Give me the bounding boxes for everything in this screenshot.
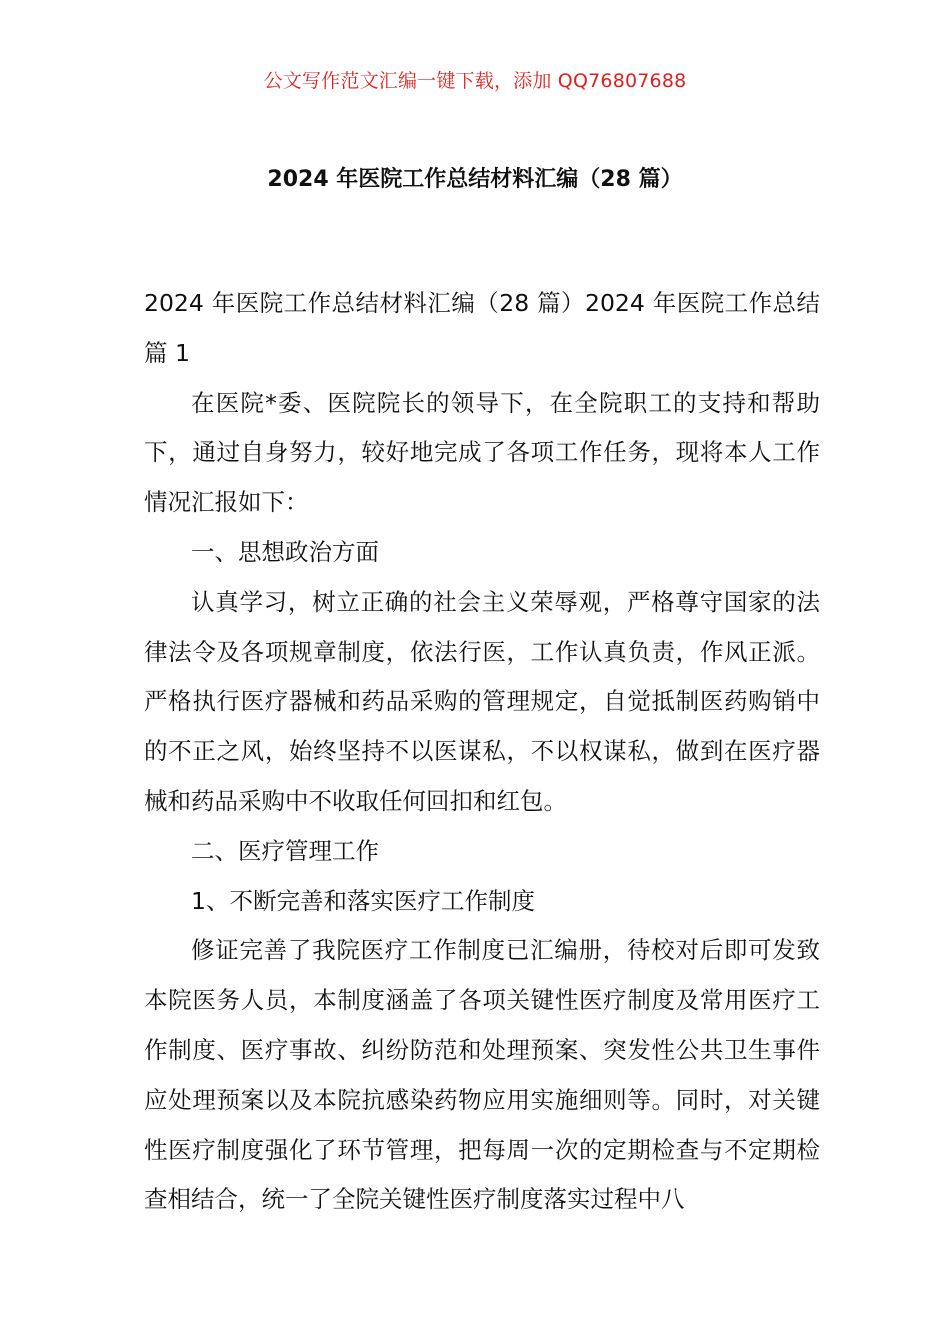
paragraph-medical-rules: 修证完善了我院医疗工作制度已汇编册，待校对后即可发致本院医务人员，本制度涵盖了各项关键性医疗制度及常用医疗工作制度、医疗事故、纠纷防范和处理预案、突发性公共卫生事件应处理预案以及本院抗感染药物应用实施细则等。同时，对关键性医疗制度强化了环节管理，把每周一次的定期检查与不定期检查相结合，统一了全院关键性医疗制度落实过程中八 [144, 936, 820, 1214]
section-heading-ideology: 一、思想政治方面 [191, 537, 379, 566]
subsection-heading-1: 1、不断完善和落实医疗工作制度 [191, 886, 535, 915]
paragraph-intro: 在医院*委、医院院长的领导下，在全院职工的支持和帮助下，通过自身努力，较好地完成了各项工作任务，现将本人工作情况汇报如下： [144, 388, 820, 517]
document-body [144, 279, 820, 1225]
paragraph-ideology: 认真学习，树立正确的社会主义荣辱观，严格尊守国家的法律法令及各项规章制度，依法行医，工作认真负责，作风正派。严格执行医疗器械和药品采购的管理规定，自觉抵制医药购销中的不正之风，始终坚持不以医谋私，不以权谋私，做到在医疗器械和药品采购中不收取任何回扣和红包。 [144, 587, 820, 815]
section-heading-medical-management: 二、医疗管理工作 [191, 836, 379, 865]
document-title: 2024 年医院工作总结材料汇编（28 篇） [267, 167, 683, 192]
download-promo-note: 公文写作范文汇编一键下载，添加 QQ76807688 [263, 70, 687, 92]
paragraph-subtitle: 2024 年医院工作总结材料汇编（28 篇）2024 年医院工作总结篇 1 [144, 289, 820, 367]
